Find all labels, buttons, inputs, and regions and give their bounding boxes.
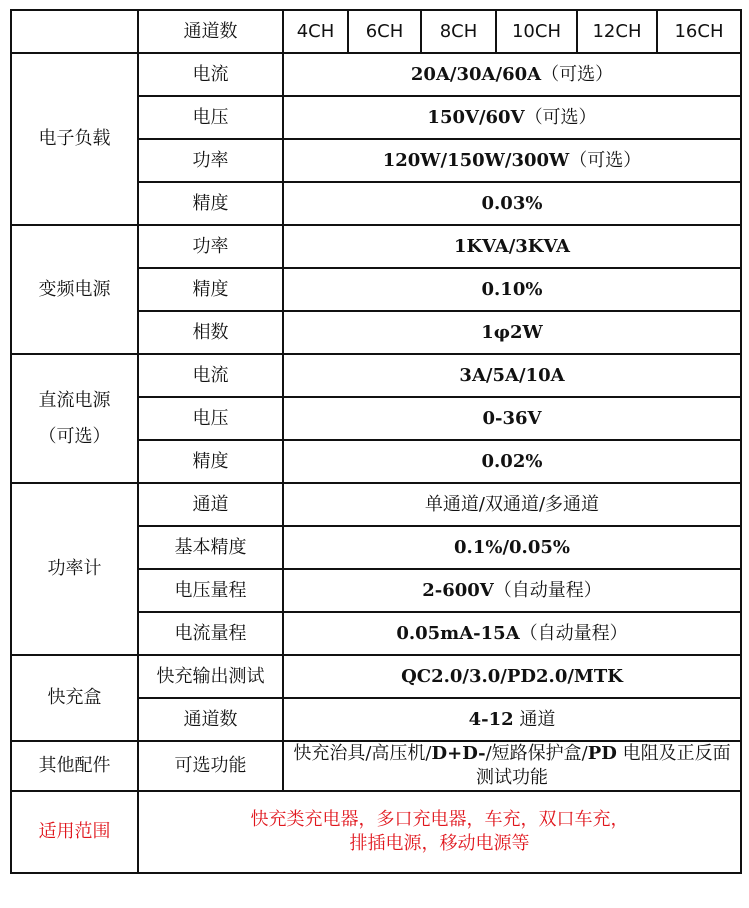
param-value xyxy=(283,139,741,182)
param-name: 电压 xyxy=(138,397,283,440)
category-electronic-load: 电子负载 xyxy=(11,53,138,225)
param-value xyxy=(283,612,741,655)
param-value: 0-36V xyxy=(283,397,741,440)
param-value xyxy=(283,53,741,96)
param-name: 电流 xyxy=(138,354,283,397)
header-row xyxy=(11,10,741,53)
param-name: 通道数 xyxy=(138,698,283,741)
value-suffix: （自动量程） xyxy=(519,622,628,644)
param-name: 电压量程 xyxy=(138,569,283,612)
table-row xyxy=(11,655,741,698)
value-part-bold: D+D- xyxy=(431,743,486,764)
param-value: 单通道/双通道/多通道 xyxy=(283,483,741,526)
value-suffix: （可选） xyxy=(569,149,642,171)
param-value: 3A/5A/10A xyxy=(283,354,741,397)
spec-table xyxy=(10,9,742,874)
value-part: 电阻及正反面测试功能 xyxy=(476,743,731,788)
table-row xyxy=(11,741,741,791)
value-main: 150V/60V xyxy=(427,106,525,128)
table-row xyxy=(11,225,741,268)
channel-8ch: 8CH xyxy=(421,10,496,53)
category-line: （可选） xyxy=(38,425,111,447)
param-name: 基本精度 xyxy=(138,526,283,569)
category-dc-power xyxy=(11,354,138,483)
param-value: 0.03% xyxy=(283,182,741,225)
param-value: QC2.0/3.0/PD2.0/MTK xyxy=(283,655,741,698)
param-name: 可选功能 xyxy=(138,741,283,791)
channel-6ch: 6CH xyxy=(348,10,421,53)
param-value xyxy=(283,569,741,612)
application-range-value xyxy=(138,791,741,873)
channel-count-label: 通道数 xyxy=(138,10,283,53)
range-line: 快充类充电器，多口充电器，车充，双口车充， xyxy=(250,809,629,830)
param-value xyxy=(283,698,741,741)
category-application-range: 适用范围 xyxy=(11,791,138,873)
value-main: 0.05mA-15A xyxy=(396,622,520,644)
param-name: 功率 xyxy=(138,139,283,182)
table-row xyxy=(11,791,741,873)
param-name: 电流 xyxy=(138,53,283,96)
param-name: 精度 xyxy=(138,440,283,483)
category-line: 直流电源 xyxy=(38,389,111,411)
channel-12ch: 12CH xyxy=(577,10,657,53)
category-power-meter: 功率计 xyxy=(11,483,138,655)
category-other-accessories: 其他配件 xyxy=(11,741,138,791)
param-value: 0.10% xyxy=(283,268,741,311)
blank-corner-cell xyxy=(11,10,138,53)
range-line: 排插电源，移动电源等 xyxy=(349,833,530,854)
table-row xyxy=(11,53,741,96)
param-value: 0.02% xyxy=(283,440,741,483)
value-part: /短路保护盒/ xyxy=(485,743,588,764)
value-part: 快充治具/高压机/ xyxy=(293,743,432,764)
value-suffix: 通道 xyxy=(513,708,556,730)
table-row xyxy=(11,483,741,526)
value-suffix: （可选） xyxy=(541,63,614,85)
category-variable-freq-power: 变频电源 xyxy=(11,225,138,354)
param-name: 通道 xyxy=(138,483,283,526)
value-main: 4-12 xyxy=(468,708,514,730)
param-name: 精度 xyxy=(138,268,283,311)
channel-10ch: 10CH xyxy=(496,10,577,53)
param-value: 1φ2W xyxy=(283,311,741,354)
value-suffix: （可选） xyxy=(524,106,597,128)
param-value xyxy=(283,741,741,791)
param-value xyxy=(283,96,741,139)
table-row xyxy=(11,354,741,397)
param-name: 精度 xyxy=(138,182,283,225)
value-main: 20A/30A/60A xyxy=(410,63,542,85)
param-name: 电流量程 xyxy=(138,612,283,655)
channel-16ch: 16CH xyxy=(657,10,741,53)
param-value: 1KVA/3KVA xyxy=(283,225,741,268)
value-main: 2-600V xyxy=(422,579,494,601)
value-main: 120W/150W/300W xyxy=(382,149,570,171)
category-fast-charge-box: 快充盒 xyxy=(11,655,138,741)
param-name: 电压 xyxy=(138,96,283,139)
param-value: 0.1%/0.05% xyxy=(283,526,741,569)
channel-4ch: 4CH xyxy=(283,10,348,53)
param-name: 快充输出测试 xyxy=(138,655,283,698)
value-part-bold: PD xyxy=(587,743,617,764)
param-name: 相数 xyxy=(138,311,283,354)
param-name: 功率 xyxy=(138,225,283,268)
value-suffix: （自动量程） xyxy=(493,579,602,601)
